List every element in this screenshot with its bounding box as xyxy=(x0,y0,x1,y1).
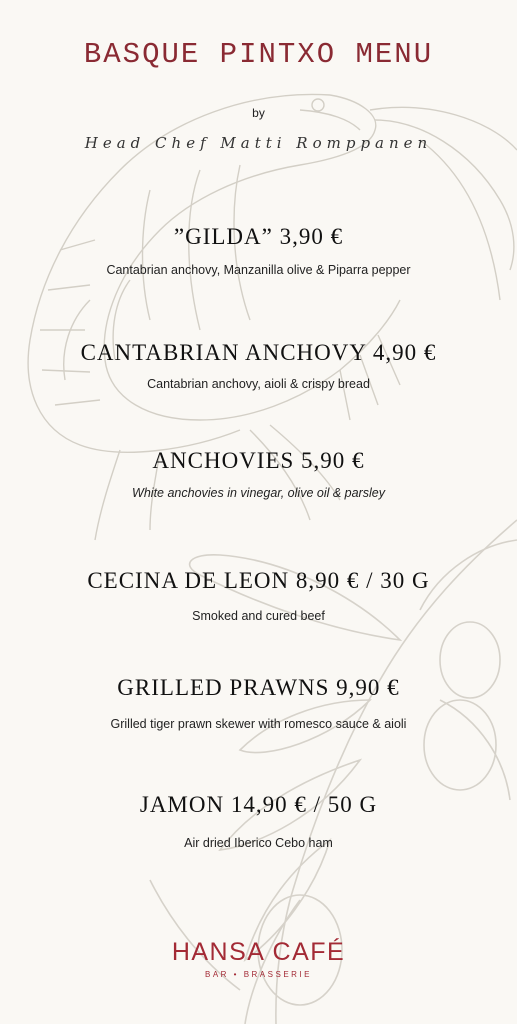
menu-item-name: ”GILDA” 3,90 € xyxy=(173,224,344,249)
menu-item-name: CANTABRIAN ANCHOVY 4,90 € xyxy=(80,340,437,365)
menu-item-name: JAMON 14,90 € / 50 G xyxy=(139,792,378,817)
menu-item-description: Grilled tiger prawn skewer with romesco sauce & aioli xyxy=(110,717,407,731)
menu-item-description: Air dried Iberico Cebo ham xyxy=(184,836,333,850)
brand-logo-text: HANSA CAFÉ xyxy=(171,938,346,966)
menu-item-name: ANCHOVIES 5,90 € xyxy=(152,448,365,473)
menu-title: BASQUE PINTXO MENU xyxy=(83,38,434,71)
byline-label: by xyxy=(252,106,265,120)
menu-item-description: White anchovies in vinegar, olive oil & parsley xyxy=(132,486,385,500)
menu-item-description: Cantabrian anchovy, aioli & crispy bread xyxy=(147,377,370,391)
brand-subtitle: BAR • BRASSERIE xyxy=(205,970,312,979)
menu-item-description: Cantabrian anchovy, Manzanilla olive & Piparra pepper xyxy=(106,263,411,277)
menu-item-description: Smoked and cured beef xyxy=(192,609,325,623)
menu-item-name: GRILLED PRAWNS 9,90 € xyxy=(117,675,400,700)
menu-item-name: CECINA DE LEON 8,90 € / 30 G xyxy=(87,568,430,593)
chef-name: Head Chef Matti Romppanen xyxy=(84,134,433,152)
